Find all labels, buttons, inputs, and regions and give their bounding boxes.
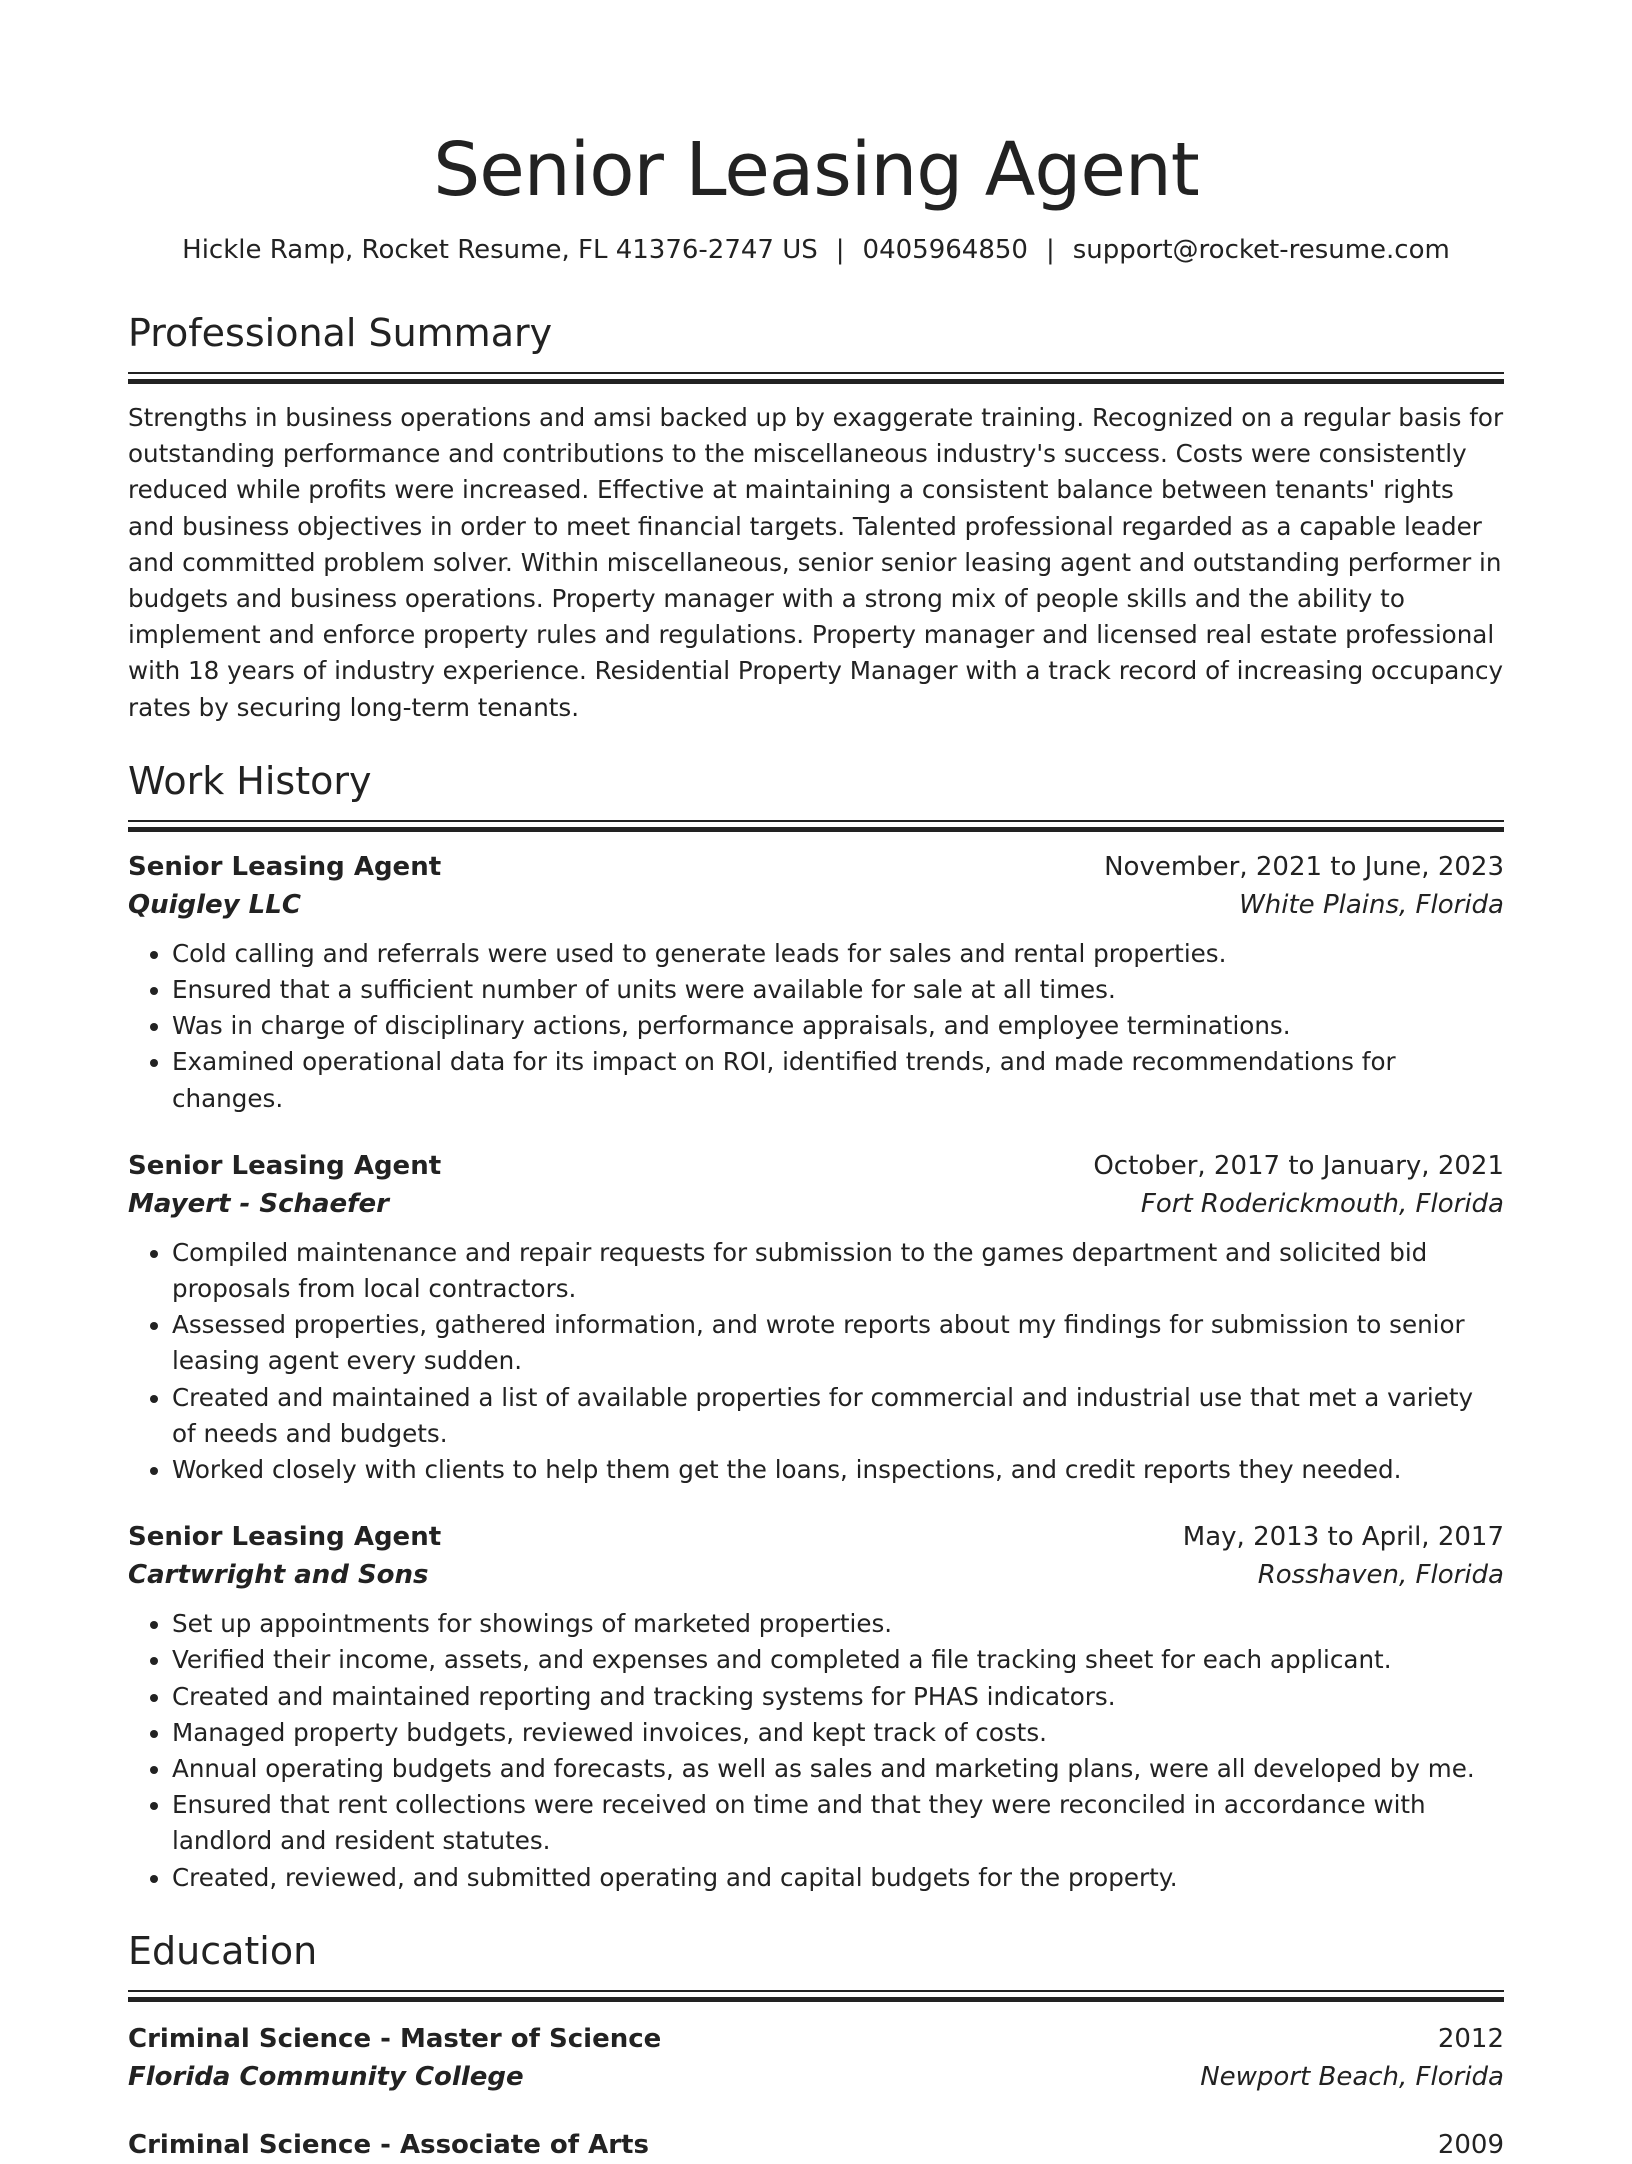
job-bullet: • Cold calling and referrals were used to generate leads for sales and rental properties. bbox=[172, 936, 1504, 972]
job-dates: May, 2013 to April, 2017 bbox=[1182, 1522, 1504, 1553]
job-title: Senior Leasing Agent bbox=[128, 851, 442, 882]
section-title-summary: Professional Summary bbox=[128, 311, 553, 355]
contact-separator: | bbox=[835, 235, 845, 265]
section-title-work-history: Work History bbox=[128, 758, 372, 803]
summary-text: Strengths in business operations and amsi backed up by exaggerate training. Recognized on a regular basis for outstanding performance and contributions to the miscellaneous industry's success. Costs were consistently reduced while profits were increased. Effective at maintaining a consistent balance between tenants' rights and business objectives in order to meet financial targets. Talented professional regarded as a capable leader and committed problem solver. Within miscellaneous, senior senior leasing agent and outstanding performer in budgets and business operations. Property manager with a strong mix of people skills and the ability to implement and enforce property rules and regulations. Property manager and licensed real estate professional with 18 years of industry experience. Residential Property Manager with a track record of increasing occupancy rates by securing long-term tenants. bbox=[128, 403, 1504, 722]
contact-address: Hickle Ramp, Rocket Resume, FL 41376-2747 US bbox=[182, 235, 818, 265]
job-bullet: • Annual operating budgets and forecasts, as well as sales and marketing plans, were all developed by me. bbox=[172, 1751, 1504, 1787]
job-bullet: • Worked closely with clients to help them get the loans, inspections, and credit reports they needed. bbox=[172, 1452, 1504, 1488]
job-bullet: • Created and maintained a list of available properties for commercial and industrial use that met a variety of needs and budgets. bbox=[172, 1380, 1504, 1452]
education-year: 2009 bbox=[1437, 2129, 1504, 2160]
education-entry bbox=[128, 2126, 1504, 2164]
job-location: Fort Roderickmouth, Florida bbox=[1140, 1188, 1504, 1219]
job-entry bbox=[128, 848, 1504, 1117]
job-bullet: • Set up appointments for showings of marketed properties. bbox=[172, 1606, 1504, 1642]
job-location: White Plains, Florida bbox=[1239, 889, 1504, 920]
job-bullet: • Assessed properties, gathered information, and wrote reports about my findings for submission to senior leasing agent every sudden. bbox=[172, 1307, 1504, 1379]
job-bullets bbox=[128, 1235, 1504, 1488]
education-degree: Criminal Science - Associate of Arts bbox=[128, 2129, 649, 2160]
job-title: Senior Leasing Agent bbox=[128, 1522, 442, 1553]
section-divider bbox=[128, 372, 1504, 384]
job-bullet: • Ensured that rent collections were received on time and that they were reconciled in accordance with landlord and resident statutes. bbox=[172, 1787, 1504, 1859]
job-dates: October, 2017 to January, 2021 bbox=[1093, 1150, 1504, 1181]
job-title: Senior Leasing Agent bbox=[128, 1150, 442, 1181]
job-bullet: • Was in charge of disciplinary actions, performance appraisals, and employee terminations. bbox=[172, 1008, 1504, 1044]
job-employer: Mayert - Schaefer bbox=[128, 1188, 389, 1219]
job-bullet: • Verified their income, assets, and expenses and completed a file tracking sheet for each applicant. bbox=[172, 1642, 1504, 1678]
section-divider bbox=[128, 1990, 1504, 2002]
education-location: Newport Beach, Florida bbox=[1200, 2061, 1504, 2092]
education-entry bbox=[128, 2020, 1504, 2096]
contact-line bbox=[128, 232, 1504, 268]
job-entry bbox=[128, 1147, 1504, 1488]
job-bullet: • Managed property budgets, reviewed invoices, and kept track of costs. bbox=[172, 1715, 1504, 1751]
job-bullet: • Created, reviewed, and submitted operating and capital budgets for the property. bbox=[172, 1860, 1504, 1896]
job-bullets bbox=[128, 936, 1504, 1117]
section-divider bbox=[128, 820, 1504, 832]
education-school: Florida Community College bbox=[128, 2061, 524, 2092]
contact-separator: | bbox=[1045, 235, 1055, 265]
job-bullet: • Examined operational data for its impact on ROI, identified trends, and made recommendations for changes. bbox=[172, 1044, 1504, 1116]
education-section bbox=[128, 1926, 1504, 2164]
job-location: Rosshaven, Florida bbox=[1257, 1560, 1504, 1591]
job-employer: Cartwright and Sons bbox=[128, 1560, 429, 1591]
contact-phone: 0405964850 bbox=[862, 235, 1028, 265]
job-employer: Quigley LLC bbox=[128, 889, 301, 920]
education-degree: Criminal Science - Master of Science bbox=[128, 2023, 662, 2054]
job-bullets bbox=[128, 1606, 1504, 1896]
education-year: 2012 bbox=[1437, 2023, 1504, 2054]
summary-section bbox=[128, 308, 1504, 726]
section-title-education: Education bbox=[128, 1928, 318, 1973]
work-history-section bbox=[128, 756, 1504, 1896]
job-bullet: • Ensured that a sufficient number of units were available for sale at all times. bbox=[172, 972, 1504, 1008]
job-dates: November, 2021 to June, 2023 bbox=[1104, 851, 1504, 882]
job-bullet: • Created and maintained reporting and tracking systems for PHAS indicators. bbox=[172, 1679, 1504, 1715]
contact-email: support@rocket-resume.com bbox=[1072, 235, 1450, 265]
job-bullet: • Compiled maintenance and repair requests for submission to the games department and solicited bid proposals from local contractors. bbox=[172, 1235, 1504, 1307]
resume-name: Senior Leasing Agent bbox=[433, 127, 1199, 213]
job-entry bbox=[128, 1518, 1504, 1896]
